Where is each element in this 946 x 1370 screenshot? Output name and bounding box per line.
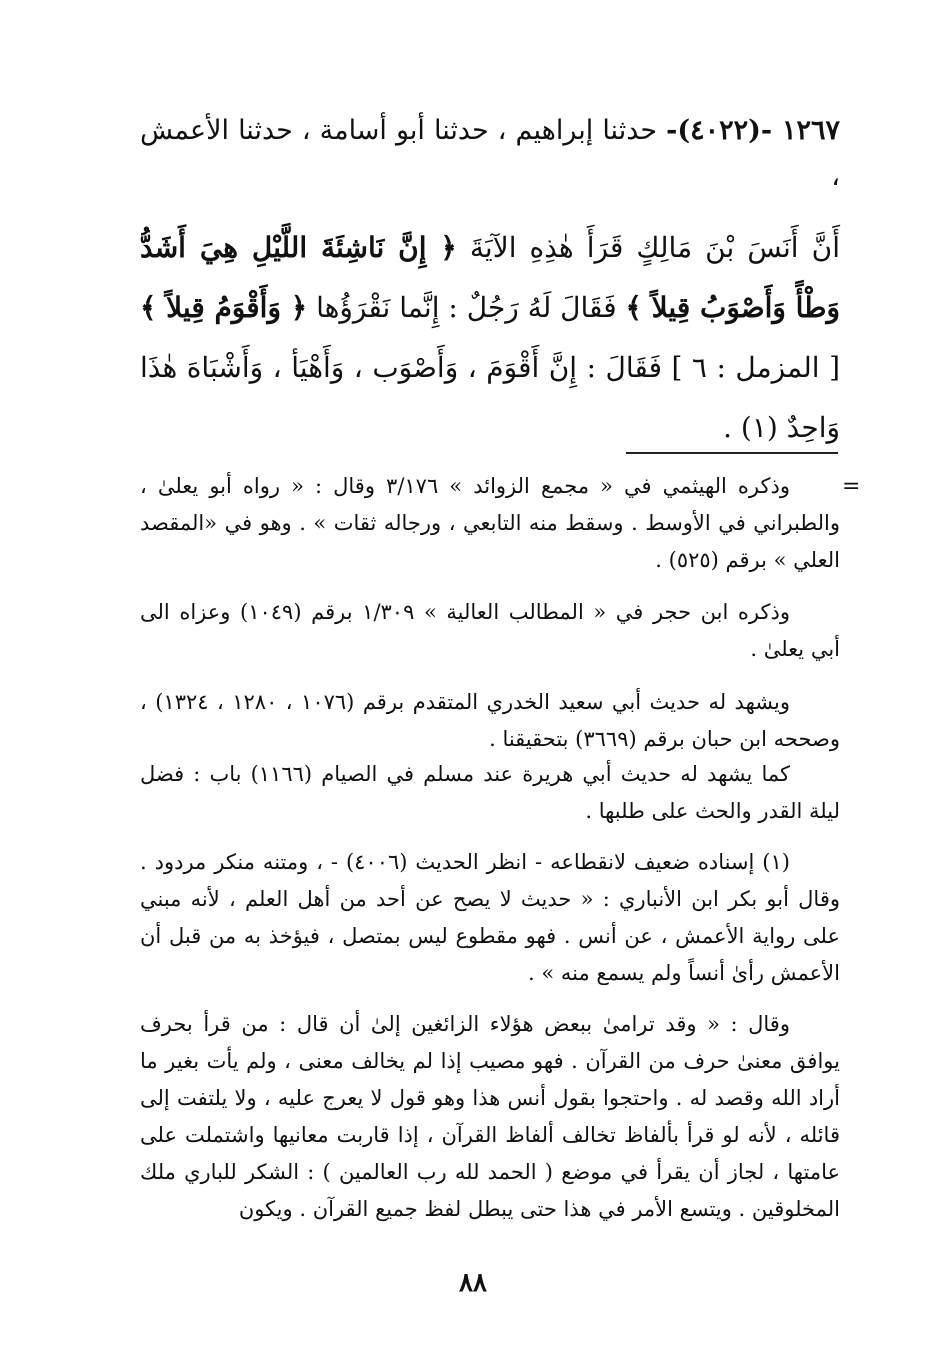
page-number: ٨٨	[459, 1268, 487, 1298]
hadith-text	[140, 218, 840, 458]
hadith-number: ١٢٦٧ -(٤٠٢٢)-	[666, 115, 840, 146]
hadith-text-part1: أَنَّ أَنَسَ بْنَ مَالِكٍ قَرَأَ هٰذِهِ الآيَةَ	[469, 231, 840, 264]
hadith-text-part3: [ المزمل : ٦ ] فَقَالَ : إِنَّ أَقْوَمَ ، وَأَصْوَب ، وَأَهْيَأ ، وَأَشْبَاهَ هٰذَا وَاحِدٌ (١) .	[140, 351, 840, 444]
footnote-ibn-hajar	[140, 594, 840, 668]
footnote-haythami	[140, 468, 840, 579]
footnote-paragraph: (١) إسناده ضعيف لانقطاعه - انظر الحديث (٤٠٠٦) - ، ومتنه منكر مردود . وقال أبو بكر ابن الأنباري : « حديث لا يصح عن أحد من أهل العلم ، لأنه مبني على رواية الأعمش ، عن أنس . فهو مقطوع ليس بمتصل ، فيؤخذ به من قبل أن الأعمش رأىٰ أنساً ولم يسمع منه » .	[140, 850, 840, 985]
continuation-mark: =	[842, 474, 861, 499]
footnote-1-continued	[140, 1006, 840, 1228]
hadith-text-part2: فَقَالَ لَهُ رَجُلٌ : إِنَّما نَقْرَؤُها	[316, 291, 617, 324]
isnad-chain: حدثنا إبراهيم ، حدثنا أبو أسامة ، حدثنا الأعمش ،	[140, 115, 840, 192]
hadith-header	[140, 108, 840, 200]
footnote-separator	[626, 452, 838, 454]
footnote-paragraph: وقال : « وقد ترامىٰ ببعض هؤلاء الزائغين إلىٰ أن قال : من قرأ بحرف يوافق معنىٰ حرف من القرآن . فهو مصيب إذا لم يخالف معنى ، ولم يأت بغير ما أراد الله وقصد له . واحتجوا بقول أنس هذا وهو قول لا يعرج عليه ، ولا يلتفت إلى قائله ، لأنه لو قرأ بألفاظ تخالف ألفاظ القرآن ، إذا قاربت معانيها واشتملت على عامتها ، لجاز أن يقرأ في موضع ( الحمد لله رب العالمين ) : الشكر للباري ملك المخلوقين . ويتسع الأمر في هذا حتى يبطل لفظ جميع القرآن . ويكون	[140, 1012, 840, 1221]
footnote-paragraph: وذكره الهيثمي في « مجمع الزوائد » ٣/١٧٦ وقال : « رواه أبو يعلىٰ ، والطبراني في الأوسط . وسقط منه التابعي ، ورجاله ثقات » . وهو في «المقصد العلي » برقم (٥٢٥) .	[140, 474, 840, 572]
quran-verse-1: ﴿ إِنَّ نَاشِئَةَ اللَّيْلِ هِيَ أَشَدُّ وَطْأً وَأَصْوَبُ قِيلاً ﴾	[140, 231, 840, 324]
footnote-paragraph: وذكره ابن حجر في « المطالب العالية » ١/٣٠٩ برقم (١٠٤٩) وعزاه الى أبي يعلىٰ .	[140, 600, 840, 661]
footnote-1	[140, 844, 840, 992]
footnote-paragraph: كما يشهد له حديث أبي هريرة عند مسلم في الصيام (١١٦٦) باب : فضل ليلة القدر والحث على طلبها .	[140, 762, 840, 823]
footnote-paragraph: ويشهد له حديث أبي سعيد الخدري المتقدم برقم (١٠٧٦ ، ١٢٨٠ ، ١٣٢٤) ، وصححه ابن حبان برقم (٣٦٦٩) بتحقيقنا .	[140, 690, 840, 751]
quran-verse-2: ﴿ وَأَقْوَمُ قِيلاً ﴾	[140, 291, 308, 324]
footnote-witness-1	[140, 684, 840, 758]
footnote-witness-2	[140, 756, 840, 830]
